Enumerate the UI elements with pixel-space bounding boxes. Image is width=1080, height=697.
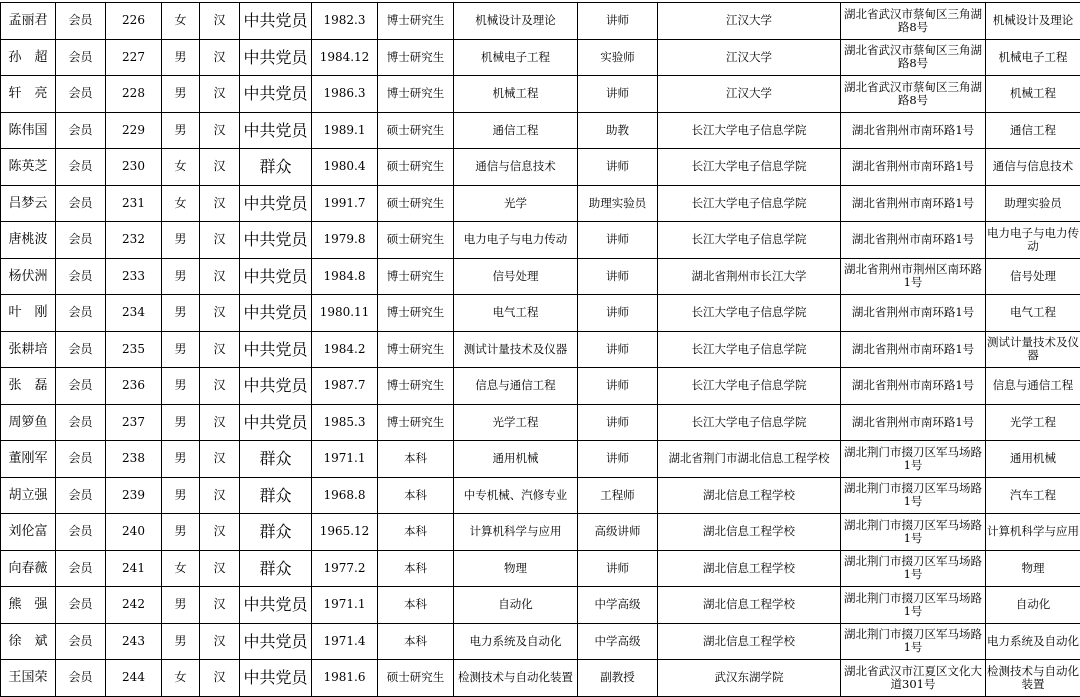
workplace-cell: 长江大学电子信息学院	[658, 404, 841, 441]
birth-date-cell: 1991.7	[312, 185, 378, 222]
member-table	[0, 2, 1080, 697]
political-status-cell: 群众	[240, 441, 312, 478]
major-cell: 光学工程	[454, 404, 578, 441]
table-row	[1, 623, 1080, 660]
table-row	[1, 587, 1080, 624]
political-status-cell: 中共党员	[240, 331, 312, 368]
specialty-cell: 通用机械	[986, 441, 1080, 478]
ethnicity-cell: 汉	[200, 441, 240, 478]
specialty-cell: 助理实验员	[986, 185, 1080, 222]
birth-date-cell: 1980.4	[312, 149, 378, 186]
address-cell: 湖北省武汉市江夏区文化大道301号	[841, 660, 986, 697]
major-cell: 计算机科学与应用	[454, 514, 578, 551]
ethnicity-cell: 汉	[200, 112, 240, 149]
workplace-cell: 湖北信息工程学校	[658, 587, 841, 624]
specialty-cell: 电气工程	[986, 295, 1080, 332]
number-cell: 237	[106, 404, 162, 441]
education-cell: 博士研究生	[378, 404, 454, 441]
specialty-cell: 自动化	[986, 587, 1080, 624]
political-status-cell: 中共党员	[240, 258, 312, 295]
birth-date-cell: 1968.8	[312, 477, 378, 514]
workplace-cell: 长江大学电子信息学院	[658, 368, 841, 405]
membership-cell: 会员	[56, 404, 106, 441]
membership-cell: 会员	[56, 368, 106, 405]
gender-cell: 男	[162, 331, 200, 368]
birth-date-cell: 1989.1	[312, 112, 378, 149]
title-cell: 讲师	[578, 295, 658, 332]
education-cell: 博士研究生	[378, 368, 454, 405]
education-cell: 博士研究生	[378, 258, 454, 295]
political-status-cell: 中共党员	[240, 76, 312, 113]
workplace-cell: 长江大学电子信息学院	[658, 185, 841, 222]
table-row	[1, 258, 1080, 295]
birth-date-cell: 1971.1	[312, 441, 378, 478]
workplace-cell: 长江大学电子信息学院	[658, 222, 841, 259]
gender-cell: 女	[162, 550, 200, 587]
major-cell: 光学	[454, 185, 578, 222]
ethnicity-cell: 汉	[200, 587, 240, 624]
address-cell: 湖北省武汉市蔡甸区三角湖路8号	[841, 3, 986, 40]
education-cell: 本科	[378, 441, 454, 478]
table-row	[1, 441, 1080, 478]
political-status-cell: 群众	[240, 514, 312, 551]
major-cell: 机械设计及理论	[454, 3, 578, 40]
membership-cell: 会员	[56, 149, 106, 186]
ethnicity-cell: 汉	[200, 514, 240, 551]
name-cell: 向春薇	[1, 550, 56, 587]
table-row	[1, 222, 1080, 259]
major-cell: 信息与通信工程	[454, 368, 578, 405]
workplace-cell: 湖北信息工程学校	[658, 550, 841, 587]
name-cell: 轩 亮	[1, 76, 56, 113]
table-row	[1, 660, 1080, 697]
address-cell: 湖北省荆州市南环路1号	[841, 295, 986, 332]
address-cell: 湖北省荆州市南环路1号	[841, 404, 986, 441]
ethnicity-cell: 汉	[200, 331, 240, 368]
political-status-cell: 中共党员	[240, 660, 312, 697]
specialty-cell: 通信工程	[986, 112, 1080, 149]
name-cell: 徐 斌	[1, 623, 56, 660]
specialty-cell: 电力系统及自动化	[986, 623, 1080, 660]
specialty-cell: 通信与信息技术	[986, 149, 1080, 186]
gender-cell: 男	[162, 222, 200, 259]
birth-date-cell: 1985.3	[312, 404, 378, 441]
political-status-cell: 中共党员	[240, 3, 312, 40]
membership-cell: 会员	[56, 623, 106, 660]
name-cell: 孟丽君	[1, 3, 56, 40]
membership-cell: 会员	[56, 39, 106, 76]
education-cell: 硕士研究生	[378, 149, 454, 186]
membership-cell: 会员	[56, 222, 106, 259]
number-cell: 230	[106, 149, 162, 186]
education-cell: 本科	[378, 587, 454, 624]
major-cell: 中专机械、汽修专业	[454, 477, 578, 514]
political-status-cell: 群众	[240, 477, 312, 514]
ethnicity-cell: 汉	[200, 39, 240, 76]
gender-cell: 男	[162, 404, 200, 441]
gender-cell: 男	[162, 441, 200, 478]
gender-cell: 男	[162, 477, 200, 514]
gender-cell: 男	[162, 514, 200, 551]
membership-cell: 会员	[56, 441, 106, 478]
specialty-cell: 机械设计及理论	[986, 3, 1080, 40]
number-cell: 244	[106, 660, 162, 697]
table-row	[1, 477, 1080, 514]
membership-cell: 会员	[56, 550, 106, 587]
workplace-cell: 长江大学电子信息学院	[658, 149, 841, 186]
membership-cell: 会员	[56, 258, 106, 295]
major-cell: 电气工程	[454, 295, 578, 332]
gender-cell: 男	[162, 112, 200, 149]
workplace-cell: 长江大学电子信息学院	[658, 112, 841, 149]
number-cell: 228	[106, 76, 162, 113]
birth-date-cell: 1982.3	[312, 3, 378, 40]
table-row	[1, 3, 1080, 40]
title-cell: 讲师	[578, 550, 658, 587]
workplace-cell: 江汉大学	[658, 76, 841, 113]
name-cell: 周箩鱼	[1, 404, 56, 441]
address-cell: 湖北荆门市掇刀区军马场路1号	[841, 623, 986, 660]
name-cell: 孙 超	[1, 39, 56, 76]
gender-cell: 男	[162, 39, 200, 76]
specialty-cell: 检测技术与自动化装置	[986, 660, 1080, 697]
table-row	[1, 149, 1080, 186]
address-cell: 湖北省武汉市蔡甸区三角湖路8号	[841, 39, 986, 76]
gender-cell: 男	[162, 258, 200, 295]
table-row	[1, 514, 1080, 551]
membership-cell: 会员	[56, 587, 106, 624]
number-cell: 242	[106, 587, 162, 624]
ethnicity-cell: 汉	[200, 660, 240, 697]
number-cell: 243	[106, 623, 162, 660]
major-cell: 通信与信息技术	[454, 149, 578, 186]
birth-date-cell: 1977.2	[312, 550, 378, 587]
specialty-cell: 物理	[986, 550, 1080, 587]
title-cell: 讲师	[578, 76, 658, 113]
political-status-cell: 中共党员	[240, 295, 312, 332]
workplace-cell: 湖北信息工程学校	[658, 623, 841, 660]
specialty-cell: 信息与通信工程	[986, 368, 1080, 405]
specialty-cell: 光学工程	[986, 404, 1080, 441]
address-cell: 湖北荆门市掇刀区军马场路1号	[841, 441, 986, 478]
political-status-cell: 群众	[240, 550, 312, 587]
ethnicity-cell: 汉	[200, 185, 240, 222]
name-cell: 熊 强	[1, 587, 56, 624]
table-row	[1, 295, 1080, 332]
membership-cell: 会员	[56, 331, 106, 368]
address-cell: 湖北省荆州市南环路1号	[841, 185, 986, 222]
birth-date-cell: 1981.6	[312, 660, 378, 697]
ethnicity-cell: 汉	[200, 623, 240, 660]
major-cell: 通信工程	[454, 112, 578, 149]
ethnicity-cell: 汉	[200, 258, 240, 295]
political-status-cell: 中共党员	[240, 368, 312, 405]
name-cell: 吕梦云	[1, 185, 56, 222]
number-cell: 226	[106, 3, 162, 40]
education-cell: 博士研究生	[378, 39, 454, 76]
gender-cell: 女	[162, 660, 200, 697]
table-row	[1, 550, 1080, 587]
title-cell: 讲师	[578, 441, 658, 478]
workplace-cell: 湖北省荆门市湖北信息工程学校	[658, 441, 841, 478]
education-cell: 硕士研究生	[378, 185, 454, 222]
title-cell: 讲师	[578, 222, 658, 259]
specialty-cell: 电力电子与电力传动	[986, 222, 1080, 259]
education-cell: 本科	[378, 550, 454, 587]
education-cell: 本科	[378, 514, 454, 551]
table-row	[1, 39, 1080, 76]
major-cell: 测试计量技术及仪器	[454, 331, 578, 368]
education-cell: 硕士研究生	[378, 660, 454, 697]
education-cell: 本科	[378, 477, 454, 514]
political-status-cell: 中共党员	[240, 404, 312, 441]
table-row	[1, 404, 1080, 441]
education-cell: 博士研究生	[378, 3, 454, 40]
gender-cell: 女	[162, 3, 200, 40]
major-cell: 自动化	[454, 587, 578, 624]
gender-cell: 男	[162, 623, 200, 660]
title-cell: 助教	[578, 112, 658, 149]
number-cell: 234	[106, 295, 162, 332]
ethnicity-cell: 汉	[200, 550, 240, 587]
address-cell: 湖北省武汉市蔡甸区三角湖路8号	[841, 76, 986, 113]
workplace-cell: 江汉大学	[658, 3, 841, 40]
membership-cell: 会员	[56, 295, 106, 332]
address-cell: 湖北省荆州市南环路1号	[841, 368, 986, 405]
address-cell: 湖北荆门市掇刀区军马场路1号	[841, 587, 986, 624]
number-cell: 241	[106, 550, 162, 587]
address-cell: 湖北省荆州市南环路1号	[841, 149, 986, 186]
gender-cell: 女	[162, 149, 200, 186]
address-cell: 湖北荆门市掇刀区军马场路1号	[841, 550, 986, 587]
workplace-cell: 湖北省荆州市长江大学	[658, 258, 841, 295]
specialty-cell: 机械电子工程	[986, 39, 1080, 76]
ethnicity-cell: 汉	[200, 368, 240, 405]
specialty-cell: 汽车工程	[986, 477, 1080, 514]
gender-cell: 女	[162, 185, 200, 222]
political-status-cell: 中共党员	[240, 112, 312, 149]
title-cell: 讲师	[578, 404, 658, 441]
specialty-cell: 计算机科学与应用	[986, 514, 1080, 551]
education-cell: 博士研究生	[378, 76, 454, 113]
number-cell: 227	[106, 39, 162, 76]
table-row	[1, 112, 1080, 149]
table-row	[1, 185, 1080, 222]
major-cell: 电力系统及自动化	[454, 623, 578, 660]
title-cell: 副教授	[578, 660, 658, 697]
address-cell: 湖北省荆州市南环路1号	[841, 112, 986, 149]
political-status-cell: 群众	[240, 149, 312, 186]
name-cell: 陈英芝	[1, 149, 56, 186]
birth-date-cell: 1986.3	[312, 76, 378, 113]
major-cell: 机械工程	[454, 76, 578, 113]
name-cell: 胡立强	[1, 477, 56, 514]
title-cell: 讲师	[578, 3, 658, 40]
education-cell: 硕士研究生	[378, 222, 454, 259]
workplace-cell: 长江大学电子信息学院	[658, 295, 841, 332]
birth-date-cell: 1971.4	[312, 623, 378, 660]
title-cell: 讲师	[578, 149, 658, 186]
political-status-cell: 中共党员	[240, 623, 312, 660]
major-cell: 机械电子工程	[454, 39, 578, 76]
number-cell: 239	[106, 477, 162, 514]
birth-date-cell: 1980.11	[312, 295, 378, 332]
ethnicity-cell: 汉	[200, 404, 240, 441]
table-row	[1, 368, 1080, 405]
birth-date-cell: 1984.8	[312, 258, 378, 295]
major-cell: 信号处理	[454, 258, 578, 295]
gender-cell: 男	[162, 587, 200, 624]
birth-date-cell: 1965.12	[312, 514, 378, 551]
membership-cell: 会员	[56, 3, 106, 40]
political-status-cell: 中共党员	[240, 222, 312, 259]
education-cell: 博士研究生	[378, 295, 454, 332]
specialty-cell: 机械工程	[986, 76, 1080, 113]
number-cell: 233	[106, 258, 162, 295]
education-cell: 本科	[378, 623, 454, 660]
membership-cell: 会员	[56, 76, 106, 113]
address-cell: 湖北省荆州市南环路1号	[841, 222, 986, 259]
gender-cell: 男	[162, 368, 200, 405]
birth-date-cell: 1971.1	[312, 587, 378, 624]
name-cell: 刘伦富	[1, 514, 56, 551]
name-cell: 叶 刚	[1, 295, 56, 332]
ethnicity-cell: 汉	[200, 149, 240, 186]
address-cell: 湖北荆门市掇刀区军马场路1号	[841, 514, 986, 551]
number-cell: 235	[106, 331, 162, 368]
name-cell: 董刚军	[1, 441, 56, 478]
workplace-cell: 湖北信息工程学校	[658, 477, 841, 514]
table-row	[1, 331, 1080, 368]
political-status-cell: 中共党员	[240, 185, 312, 222]
ethnicity-cell: 汉	[200, 477, 240, 514]
ethnicity-cell: 汉	[200, 295, 240, 332]
birth-date-cell: 1984.12	[312, 39, 378, 76]
name-cell: 王国荣	[1, 660, 56, 697]
name-cell: 陈伟国	[1, 112, 56, 149]
workplace-cell: 长江大学电子信息学院	[658, 331, 841, 368]
political-status-cell: 中共党员	[240, 587, 312, 624]
specialty-cell: 测试计量技术及仪器	[986, 331, 1080, 368]
title-cell: 助理实验员	[578, 185, 658, 222]
workplace-cell: 江汉大学	[658, 39, 841, 76]
number-cell: 238	[106, 441, 162, 478]
title-cell: 实验师	[578, 39, 658, 76]
birth-date-cell: 1984.2	[312, 331, 378, 368]
number-cell: 236	[106, 368, 162, 405]
number-cell: 231	[106, 185, 162, 222]
address-cell: 湖北省荆州市南环路1号	[841, 331, 986, 368]
number-cell: 229	[106, 112, 162, 149]
membership-cell: 会员	[56, 514, 106, 551]
address-cell: 湖北荆门市掇刀区军马场路1号	[841, 477, 986, 514]
title-cell: 工程师	[578, 477, 658, 514]
name-cell: 唐桃波	[1, 222, 56, 259]
name-cell: 张耕培	[1, 331, 56, 368]
ethnicity-cell: 汉	[200, 76, 240, 113]
workplace-cell: 湖北信息工程学校	[658, 514, 841, 551]
workplace-cell: 武汉东湖学院	[658, 660, 841, 697]
title-cell: 高级讲师	[578, 514, 658, 551]
title-cell: 中学高级	[578, 587, 658, 624]
number-cell: 232	[106, 222, 162, 259]
birth-date-cell: 1987.7	[312, 368, 378, 405]
name-cell: 张 磊	[1, 368, 56, 405]
membership-cell: 会员	[56, 112, 106, 149]
membership-cell: 会员	[56, 477, 106, 514]
birth-date-cell: 1979.8	[312, 222, 378, 259]
ethnicity-cell: 汉	[200, 3, 240, 40]
title-cell: 讲师	[578, 368, 658, 405]
major-cell: 电力电子与电力传动	[454, 222, 578, 259]
major-cell: 物理	[454, 550, 578, 587]
membership-cell: 会员	[56, 660, 106, 697]
membership-cell: 会员	[56, 185, 106, 222]
ethnicity-cell: 汉	[200, 222, 240, 259]
major-cell: 检测技术与自动化装置	[454, 660, 578, 697]
title-cell: 讲师	[578, 258, 658, 295]
gender-cell: 男	[162, 295, 200, 332]
education-cell: 硕士研究生	[378, 112, 454, 149]
title-cell: 讲师	[578, 331, 658, 368]
name-cell: 杨伏洲	[1, 258, 56, 295]
table-row	[1, 76, 1080, 113]
table-body	[1, 3, 1080, 697]
gender-cell: 男	[162, 76, 200, 113]
address-cell: 湖北省荆州市荆州区南环路1号	[841, 258, 986, 295]
major-cell: 通用机械	[454, 441, 578, 478]
education-cell: 博士研究生	[378, 331, 454, 368]
number-cell: 240	[106, 514, 162, 551]
title-cell: 中学高级	[578, 623, 658, 660]
specialty-cell: 信号处理	[986, 258, 1080, 295]
political-status-cell: 中共党员	[240, 39, 312, 76]
